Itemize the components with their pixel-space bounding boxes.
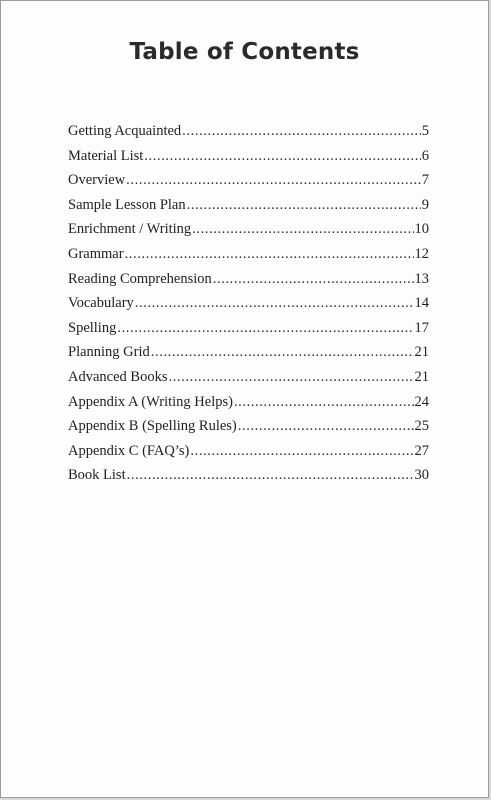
toc-entry-page: 5 bbox=[421, 123, 429, 139]
table-of-contents bbox=[68, 123, 429, 492]
toc-entry bbox=[68, 123, 429, 148]
toc-entry bbox=[68, 197, 429, 222]
toc-entry-label: Appendix A (Writing Helps) bbox=[68, 393, 233, 410]
toc-entry-page: 10 bbox=[414, 221, 429, 238]
toc-entry-label: Material List bbox=[68, 147, 144, 164]
toc-entry-page: 12 bbox=[414, 245, 429, 262]
dot-leader bbox=[125, 246, 414, 263]
dot-leader bbox=[168, 369, 413, 386]
toc-entry bbox=[68, 467, 429, 492]
toc-entry bbox=[68, 172, 429, 197]
toc-entry bbox=[68, 443, 429, 468]
toc-entry bbox=[68, 418, 429, 443]
toc-entry-page: 14 bbox=[414, 295, 429, 312]
toc-entry-label: Spelling bbox=[68, 319, 117, 336]
toc-entry bbox=[68, 271, 429, 296]
toc-entry bbox=[68, 246, 429, 271]
toc-entry bbox=[68, 295, 429, 320]
dot-leader bbox=[238, 418, 414, 435]
dot-leader bbox=[182, 123, 421, 140]
dot-leader bbox=[135, 295, 414, 312]
dot-leader bbox=[192, 221, 413, 238]
dot-leader bbox=[190, 443, 413, 460]
dot-leader bbox=[213, 271, 414, 288]
toc-entry bbox=[68, 344, 429, 369]
toc-entry bbox=[68, 394, 429, 419]
toc-entry-page: 25 bbox=[414, 418, 429, 435]
toc-entry-label: Appendix C (FAQ’s) bbox=[68, 442, 190, 459]
toc-entry-page: 21 bbox=[414, 368, 429, 385]
toc-entry-label: Getting Acquainted bbox=[68, 123, 182, 139]
toc-entry-page: 21 bbox=[414, 344, 429, 361]
toc-entry-label: Appendix B (Spelling Rules) bbox=[68, 418, 237, 435]
toc-entry-label: Planning Grid bbox=[68, 344, 150, 361]
toc-entry-page: 9 bbox=[421, 196, 429, 213]
dot-leader bbox=[234, 394, 414, 411]
toc-entry bbox=[68, 320, 429, 345]
toc-entry-page: 13 bbox=[414, 270, 429, 287]
toc-entry-label: Advanced Books bbox=[68, 368, 168, 385]
dot-leader bbox=[117, 320, 413, 337]
toc-entry-label: Enrichment / Writing bbox=[68, 221, 192, 238]
toc-entry bbox=[68, 148, 429, 173]
dot-leader bbox=[187, 197, 421, 214]
toc-entry-page: 30 bbox=[414, 467, 429, 484]
page-title: Table of Contents bbox=[129, 39, 360, 65]
toc-entry-page: 27 bbox=[414, 442, 429, 459]
toc-entry-label: Overview bbox=[68, 172, 126, 189]
dot-leader bbox=[127, 467, 414, 484]
toc-entry-page: 17 bbox=[414, 319, 429, 336]
toc-entry-label: Sample Lesson Plan bbox=[68, 196, 186, 213]
dot-leader bbox=[144, 148, 420, 165]
dot-leader bbox=[126, 172, 421, 189]
dot-leader bbox=[151, 344, 414, 361]
toc-entry-page: 6 bbox=[421, 147, 429, 164]
toc-entry bbox=[68, 369, 429, 394]
toc-entry-label: Book List bbox=[68, 467, 126, 484]
toc-entry bbox=[68, 221, 429, 246]
toc-entry-page: 24 bbox=[414, 393, 429, 410]
toc-entry-label: Vocabulary bbox=[68, 295, 134, 312]
toc-entry-page: 7 bbox=[421, 172, 429, 189]
toc-entry-label: Grammar bbox=[68, 245, 124, 262]
toc-entry-label: Reading Comprehension bbox=[68, 270, 212, 287]
